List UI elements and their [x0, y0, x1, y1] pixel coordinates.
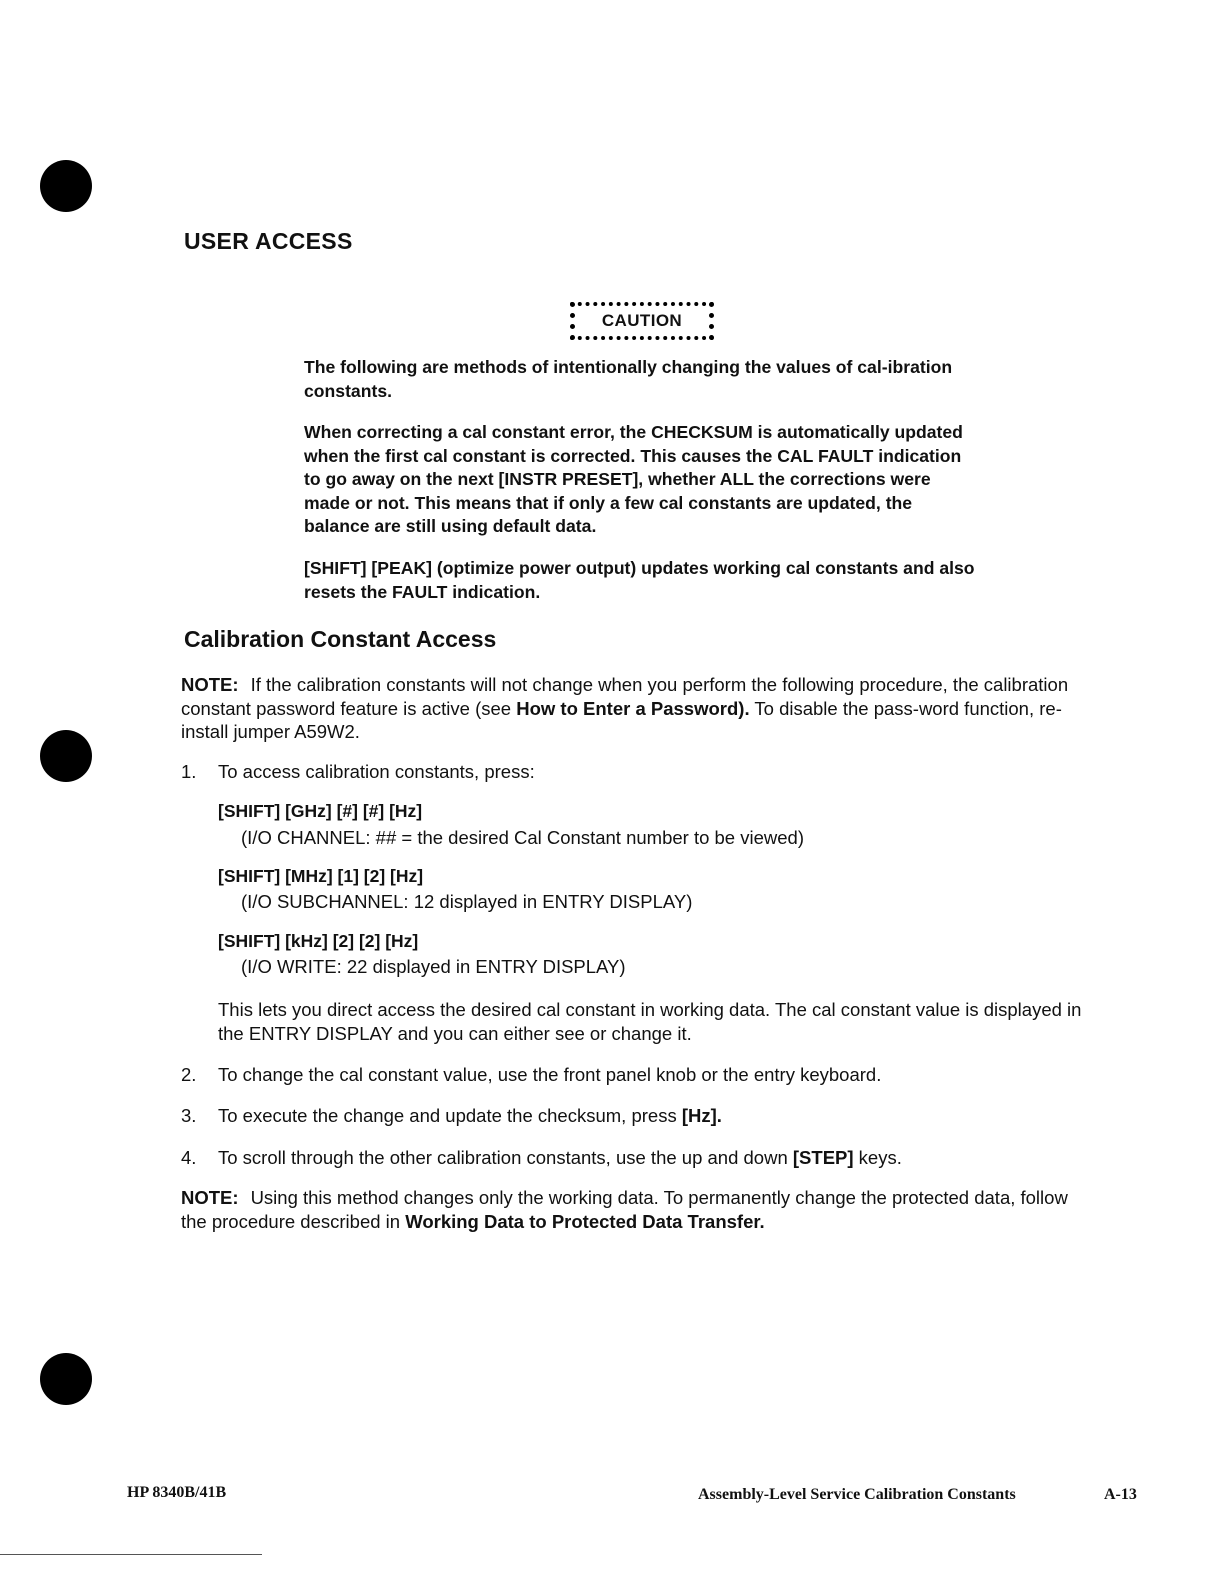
command-description: (I/O WRITE: 22 displayed in ENTRY DISPLAY)	[241, 956, 626, 977]
caution-paragraph-1: The following are methods of intentionally changing the values of cal-ibration constants.	[304, 357, 953, 401]
step-number: 1.	[181, 761, 197, 782]
step-text-part: keys.	[853, 1147, 902, 1168]
section-title: USER ACCESS	[184, 228, 353, 254]
subsection-title: Calibration Constant Access	[184, 626, 497, 652]
step-text	[218, 1104, 722, 1128]
step-text	[218, 1146, 902, 1170]
caution-banner	[570, 302, 714, 340]
note-label: NOTE:	[181, 674, 239, 695]
step1-explanation: This lets you direct access the desired cal constant in working data. The cal constant value is displayed in the ENTRY DISPLAY and you can either see or change it.	[218, 999, 1082, 1044]
step-text: To access calibration constants, press:	[218, 761, 535, 782]
note-label: NOTE:	[181, 1187, 239, 1208]
caution-paragraph-3: [SHIFT] [PEAK] (optimize power output) updates working cal constants and also resets the FAULT indication.	[304, 558, 975, 602]
command-keys: [SHIFT] [GHz] [#] [#] [Hz]	[218, 801, 423, 821]
caution-paragraph-2: When correcting a cal constant error, the CHECKSUM is automatically updated when the first cal constant is corrected. This causes the CAL FAULT indication to go away on the next [INSTR PRESET], whether ALL the corrections were made or not. This means that if only a few cal constants are updated, the balance are still using default data.	[304, 422, 963, 536]
command-keys: [SHIFT] [kHz] [2] [2] [Hz]	[218, 931, 419, 951]
command-keys: [SHIFT] [MHz] [1] [2] [Hz]	[218, 866, 424, 886]
step-number: 3.	[181, 1105, 197, 1126]
caution-label: CAUTION	[601, 311, 683, 330]
binder-hole-bottom	[40, 1353, 92, 1405]
note-working-data	[181, 1186, 1095, 1233]
footer-model: HP 8340B/41B	[127, 1484, 227, 1501]
step-text-part: To scroll through the other calibration constants, use the up and down	[218, 1147, 793, 1168]
note-text-end: To disable the pass-word function, re-install jumper A59W2.	[181, 697, 1062, 742]
footer-section: Assembly-Level Service Calibration Constants	[698, 1486, 1016, 1503]
note-text: If the calibration constants will not change when you perform the following procedure, the calibration constant password feature is active (see	[181, 674, 1069, 719]
step-number: 2.	[181, 1064, 197, 1085]
step-number: 4.	[181, 1147, 197, 1168]
bottom-rule	[0, 1554, 262, 1555]
command-description: (I/O CHANNEL: ## = the desired Cal Constant number to be viewed)	[241, 827, 804, 848]
password-reference: How to Enter a Password).	[516, 697, 750, 719]
command-description: (I/O SUBCHANNEL: 12 displayed in ENTRY DISPLAY)	[241, 891, 693, 912]
binder-hole-middle	[40, 730, 92, 782]
note-password	[181, 673, 1095, 744]
step-key: [STEP]	[792, 1147, 854, 1168]
step-text: To change the cal constant value, use the front panel knob or the entry keyboard.	[218, 1064, 882, 1085]
footer-page-number: A-13	[1104, 1486, 1137, 1503]
hz-key: [Hz].	[681, 1105, 722, 1126]
binder-hole-top	[40, 160, 92, 212]
step-text-part: To execute the change and update the checksum, press	[218, 1105, 682, 1126]
note-text: Using this method changes only the working data. To permanently change the protected data, follow the procedure described in	[181, 1187, 1068, 1232]
transfer-reference: Working Data to Protected Data Transfer.	[405, 1210, 765, 1232]
